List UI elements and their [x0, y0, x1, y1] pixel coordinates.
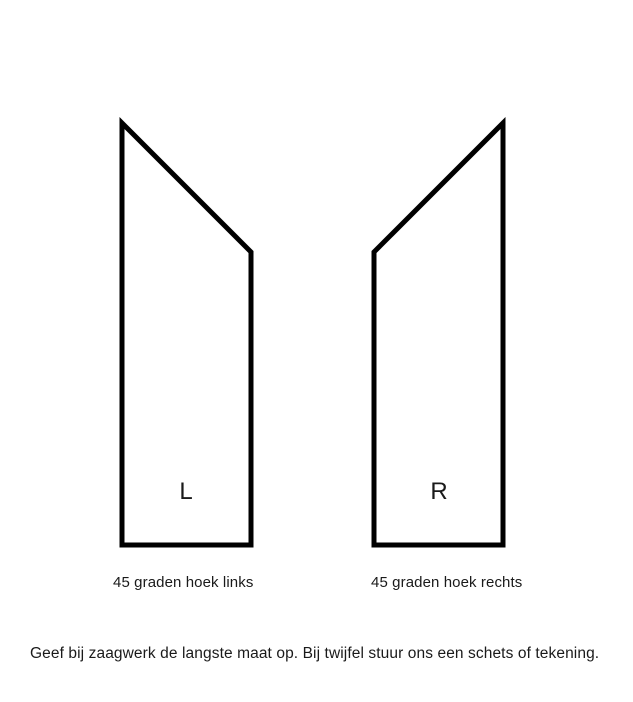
footer-note: Geef bij zaagwerk de langste maat op. Bij twijfel stuur ons een schets of tekening. [30, 645, 600, 662]
left-shape-caption: 45 graden hoek links [113, 574, 254, 591]
right-shape-letter: R [430, 478, 448, 505]
left-shape-letter: L [179, 478, 193, 505]
right-shape-caption: 45 graden hoek rechts [371, 574, 523, 591]
